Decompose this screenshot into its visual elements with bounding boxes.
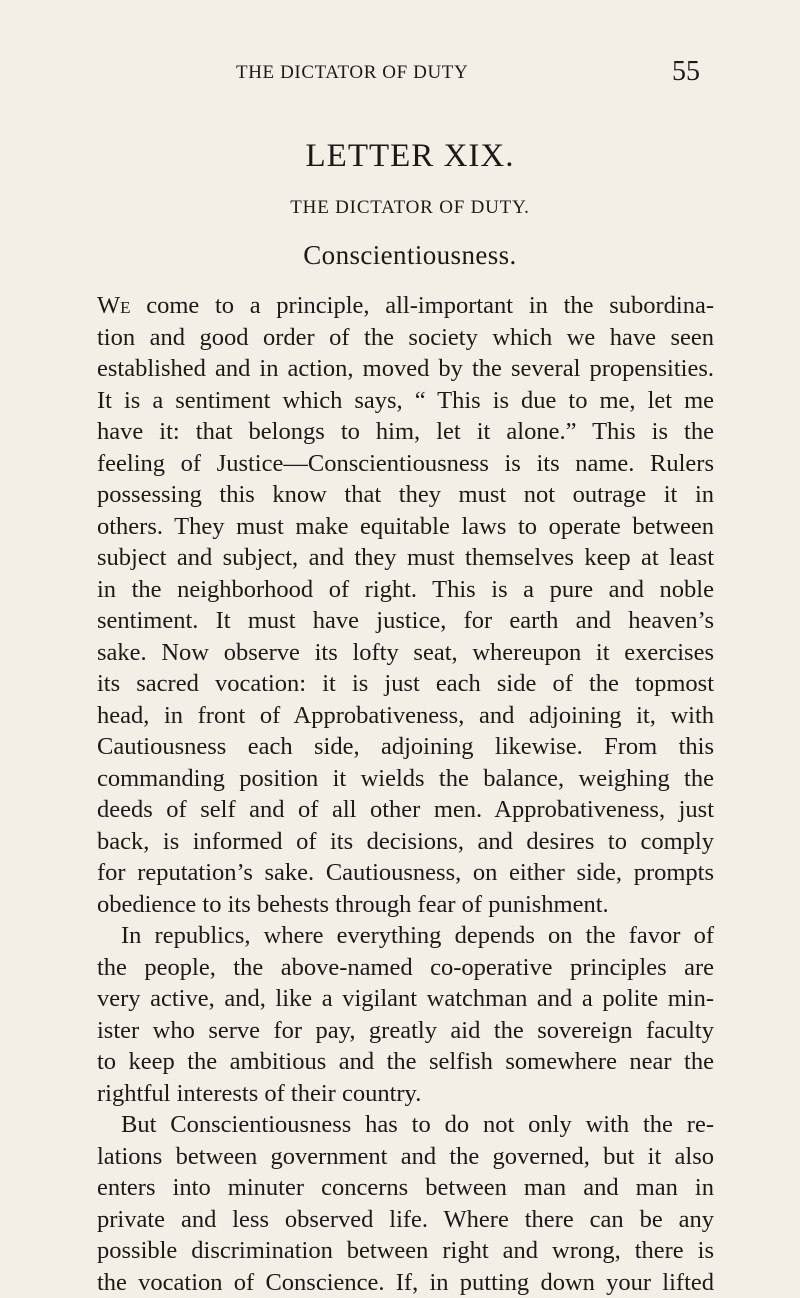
- paragraph-line: deeds of self and of all other men. Approbativeness, just: [97, 794, 714, 826]
- topic-heading: Conscientiousness.: [0, 240, 800, 271]
- paragraph-line: sentiment. It must have justice, for earth and heaven’s: [97, 605, 714, 637]
- paragraph-line: others. They must make equitable laws to operate between: [97, 511, 714, 543]
- paragraph-line: have it: that belongs to him, let it alone.” This is the: [97, 416, 714, 448]
- paragraph-line: very active, and, like a vigilant watchman and a polite min-: [97, 983, 714, 1015]
- paragraph-line: Cautiousness each side, adjoining likewise. From this: [97, 731, 714, 763]
- line-text: come to a principle, all-important in the subordina-: [131, 292, 714, 319]
- paragraph-line: In republics, where everything depends on the favor of: [97, 920, 714, 952]
- paragraph-line: feeling of Justice—Conscientiousness is its name. Rulers: [97, 448, 714, 480]
- paragraph-line: enters into minuter concerns between man and man in: [97, 1172, 714, 1204]
- paragraph-line: possessing this know that they must not outrage it in: [97, 479, 714, 511]
- paragraph-line: subject and subject, and they must themselves keep at least: [97, 542, 714, 574]
- running-head: [0, 62, 800, 92]
- paragraph-line: to keep the ambitious and the selfish somewhere near the: [97, 1046, 714, 1078]
- paragraph-line: tion and good order of the society which we have seen: [97, 322, 714, 354]
- paragraph-line: the people, the above-named co-operative principles are: [97, 952, 714, 984]
- paragraph-line: rightful interests of their country.: [97, 1078, 714, 1110]
- paragraph-line: its sacred vocation: it is just each side of the topmost: [97, 668, 714, 700]
- paragraph-line: in the neighborhood of right. This is a pure and noble: [97, 574, 714, 606]
- paragraph-line: possible discrimination between right and wrong, there is: [97, 1235, 714, 1267]
- paragraph-line: [97, 290, 714, 322]
- running-title: THE DICTATOR OF DUTY: [236, 62, 468, 84]
- paragraph-line: head, in front of Approbativeness, and adjoining it, with: [97, 700, 714, 732]
- page-number: 55: [672, 56, 700, 88]
- paragraph-line: ister who serve for pay, greatly aid the sovereign faculty: [97, 1015, 714, 1047]
- paragraph-line: It is a sentiment which says, “ This is due to me, let me: [97, 385, 714, 417]
- paragraph-line: lations between government and the governed, but it also: [97, 1141, 714, 1173]
- letter-heading: LETTER XIX.: [0, 138, 800, 175]
- paragraph-line: But Conscientiousness has to do not only with the re-: [97, 1109, 714, 1141]
- paragraph-line: obedience to its behests through fear of punishment.: [97, 889, 714, 921]
- body-text: [97, 290, 714, 1298]
- paragraph-line: back, is informed of its decisions, and desires to comply: [97, 826, 714, 858]
- paragraph-line: the vocation of Conscience. If, in putting down your lifted: [97, 1267, 714, 1298]
- paragraph-line: sake. Now observe its lofty seat, whereupon it exercises: [97, 637, 714, 669]
- chapter-title: THE DICTATOR OF DUTY.: [0, 197, 800, 219]
- paragraph-line: for reputation’s sake. Cautiousness, on either side, prompts: [97, 857, 714, 889]
- paragraph-line: established and in action, moved by the several propensities.: [97, 353, 714, 385]
- paragraph-line: commanding position it wields the balance, weighing the: [97, 763, 714, 795]
- paragraph-line: private and less observed life. Where there can be any: [97, 1204, 714, 1236]
- opening-word: We: [97, 292, 131, 319]
